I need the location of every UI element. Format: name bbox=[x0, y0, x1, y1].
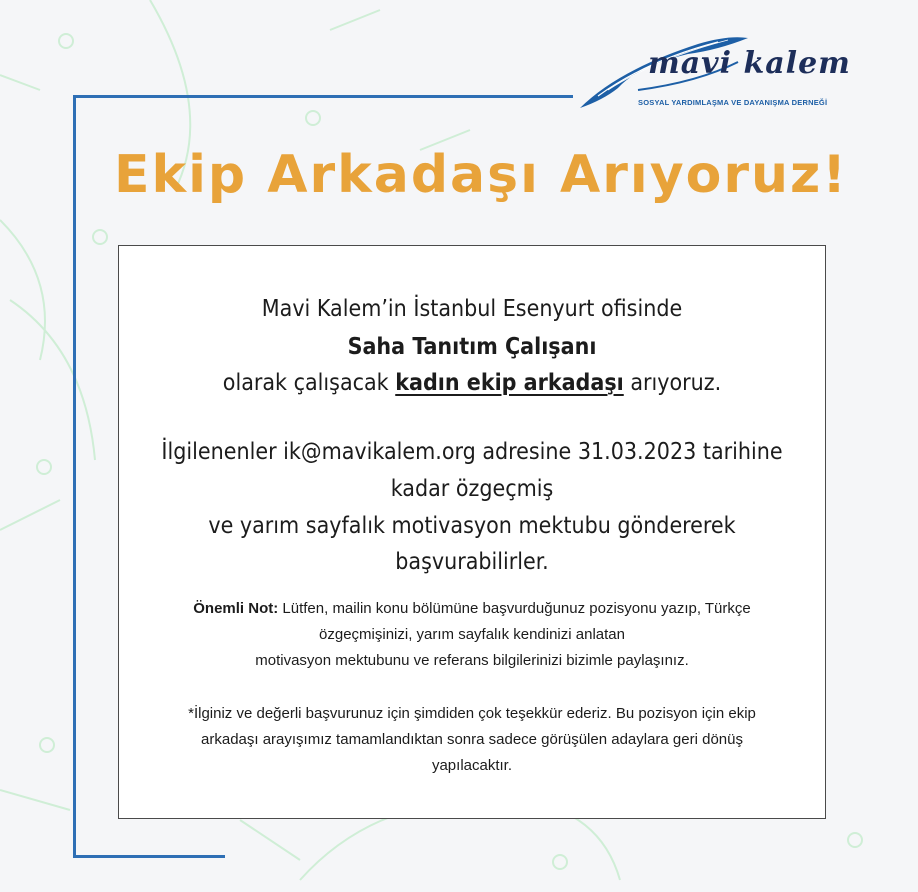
note-line bbox=[119, 596, 825, 622]
decor-circle bbox=[848, 833, 862, 847]
decor-curve bbox=[0, 220, 45, 360]
frame-bottom-line bbox=[73, 855, 225, 858]
intro-line: Mavi Kalem’in İstanbul Esenyurt ofisinde bbox=[261, 296, 683, 322]
apply-line: kadar özgeçmiş bbox=[390, 476, 554, 502]
thanks-line: *İlginiz ve değerli başvurunuz için şimdiden çok teşekkür ederiz. Bu pozisyon için ekip bbox=[188, 705, 756, 722]
brand-name: mavi kalem bbox=[648, 46, 851, 81]
decor-circle bbox=[40, 738, 54, 752]
decor-circle bbox=[37, 460, 51, 474]
brand-subtitle: SOSYAL YARDIMLAŞMA VE DAYANIŞMA DERNEĞİ bbox=[638, 98, 828, 107]
page-title: Ekip Arkadaşı Arıyoruz! bbox=[114, 145, 848, 205]
description-pre: olarak çalışacak bbox=[222, 370, 396, 396]
frame-left-line bbox=[73, 95, 76, 857]
brand-logo bbox=[578, 30, 851, 112]
decor-line bbox=[0, 790, 70, 810]
decor-circle bbox=[59, 34, 73, 48]
note-line: özgeçmişinizi, yarım sayfalık kendinizi anlatan bbox=[319, 626, 625, 643]
decor-line bbox=[0, 75, 40, 90]
apply-line: başvurabilirler. bbox=[395, 549, 549, 575]
decor-circle bbox=[553, 855, 567, 869]
frame-top-line bbox=[73, 95, 573, 98]
description-emphasis: kadın ekip arkadaşı bbox=[395, 370, 624, 396]
decor-line bbox=[240, 820, 300, 860]
thanks-line: yapılacaktır. bbox=[431, 757, 513, 774]
thanks-line: arkadaşı arayışımız tamamlandıktan sonra sadece görüşülen adaylara geri dönüş bbox=[201, 731, 743, 748]
position-title: Saha Tanıtım Çalışanı bbox=[347, 334, 597, 360]
decor-line bbox=[0, 500, 60, 530]
decor-circle bbox=[93, 230, 107, 244]
note-line: motivasyon mektubunu ve referans bilgilerinizi bizimle paylaşınız. bbox=[255, 652, 689, 669]
note-text: Lütfen, mailin konu bölümüne başvurduğunuz pozisyonu yazıp, Türkçe bbox=[278, 600, 751, 617]
description-line bbox=[119, 366, 825, 400]
apply-line: ve yarım sayfalık motivasyon mektubu göndererek bbox=[208, 513, 736, 539]
content-box bbox=[118, 245, 826, 819]
decor-line bbox=[330, 10, 380, 30]
description-post: arıyoruz. bbox=[623, 370, 722, 396]
apply-line: İlgilenenler ik@mavikalem.org adresine 31.03.2023 tarihine bbox=[161, 439, 783, 465]
decor-circle bbox=[306, 111, 320, 125]
note-label: Önemli Not: bbox=[193, 600, 279, 617]
decor-curve bbox=[10, 300, 95, 460]
